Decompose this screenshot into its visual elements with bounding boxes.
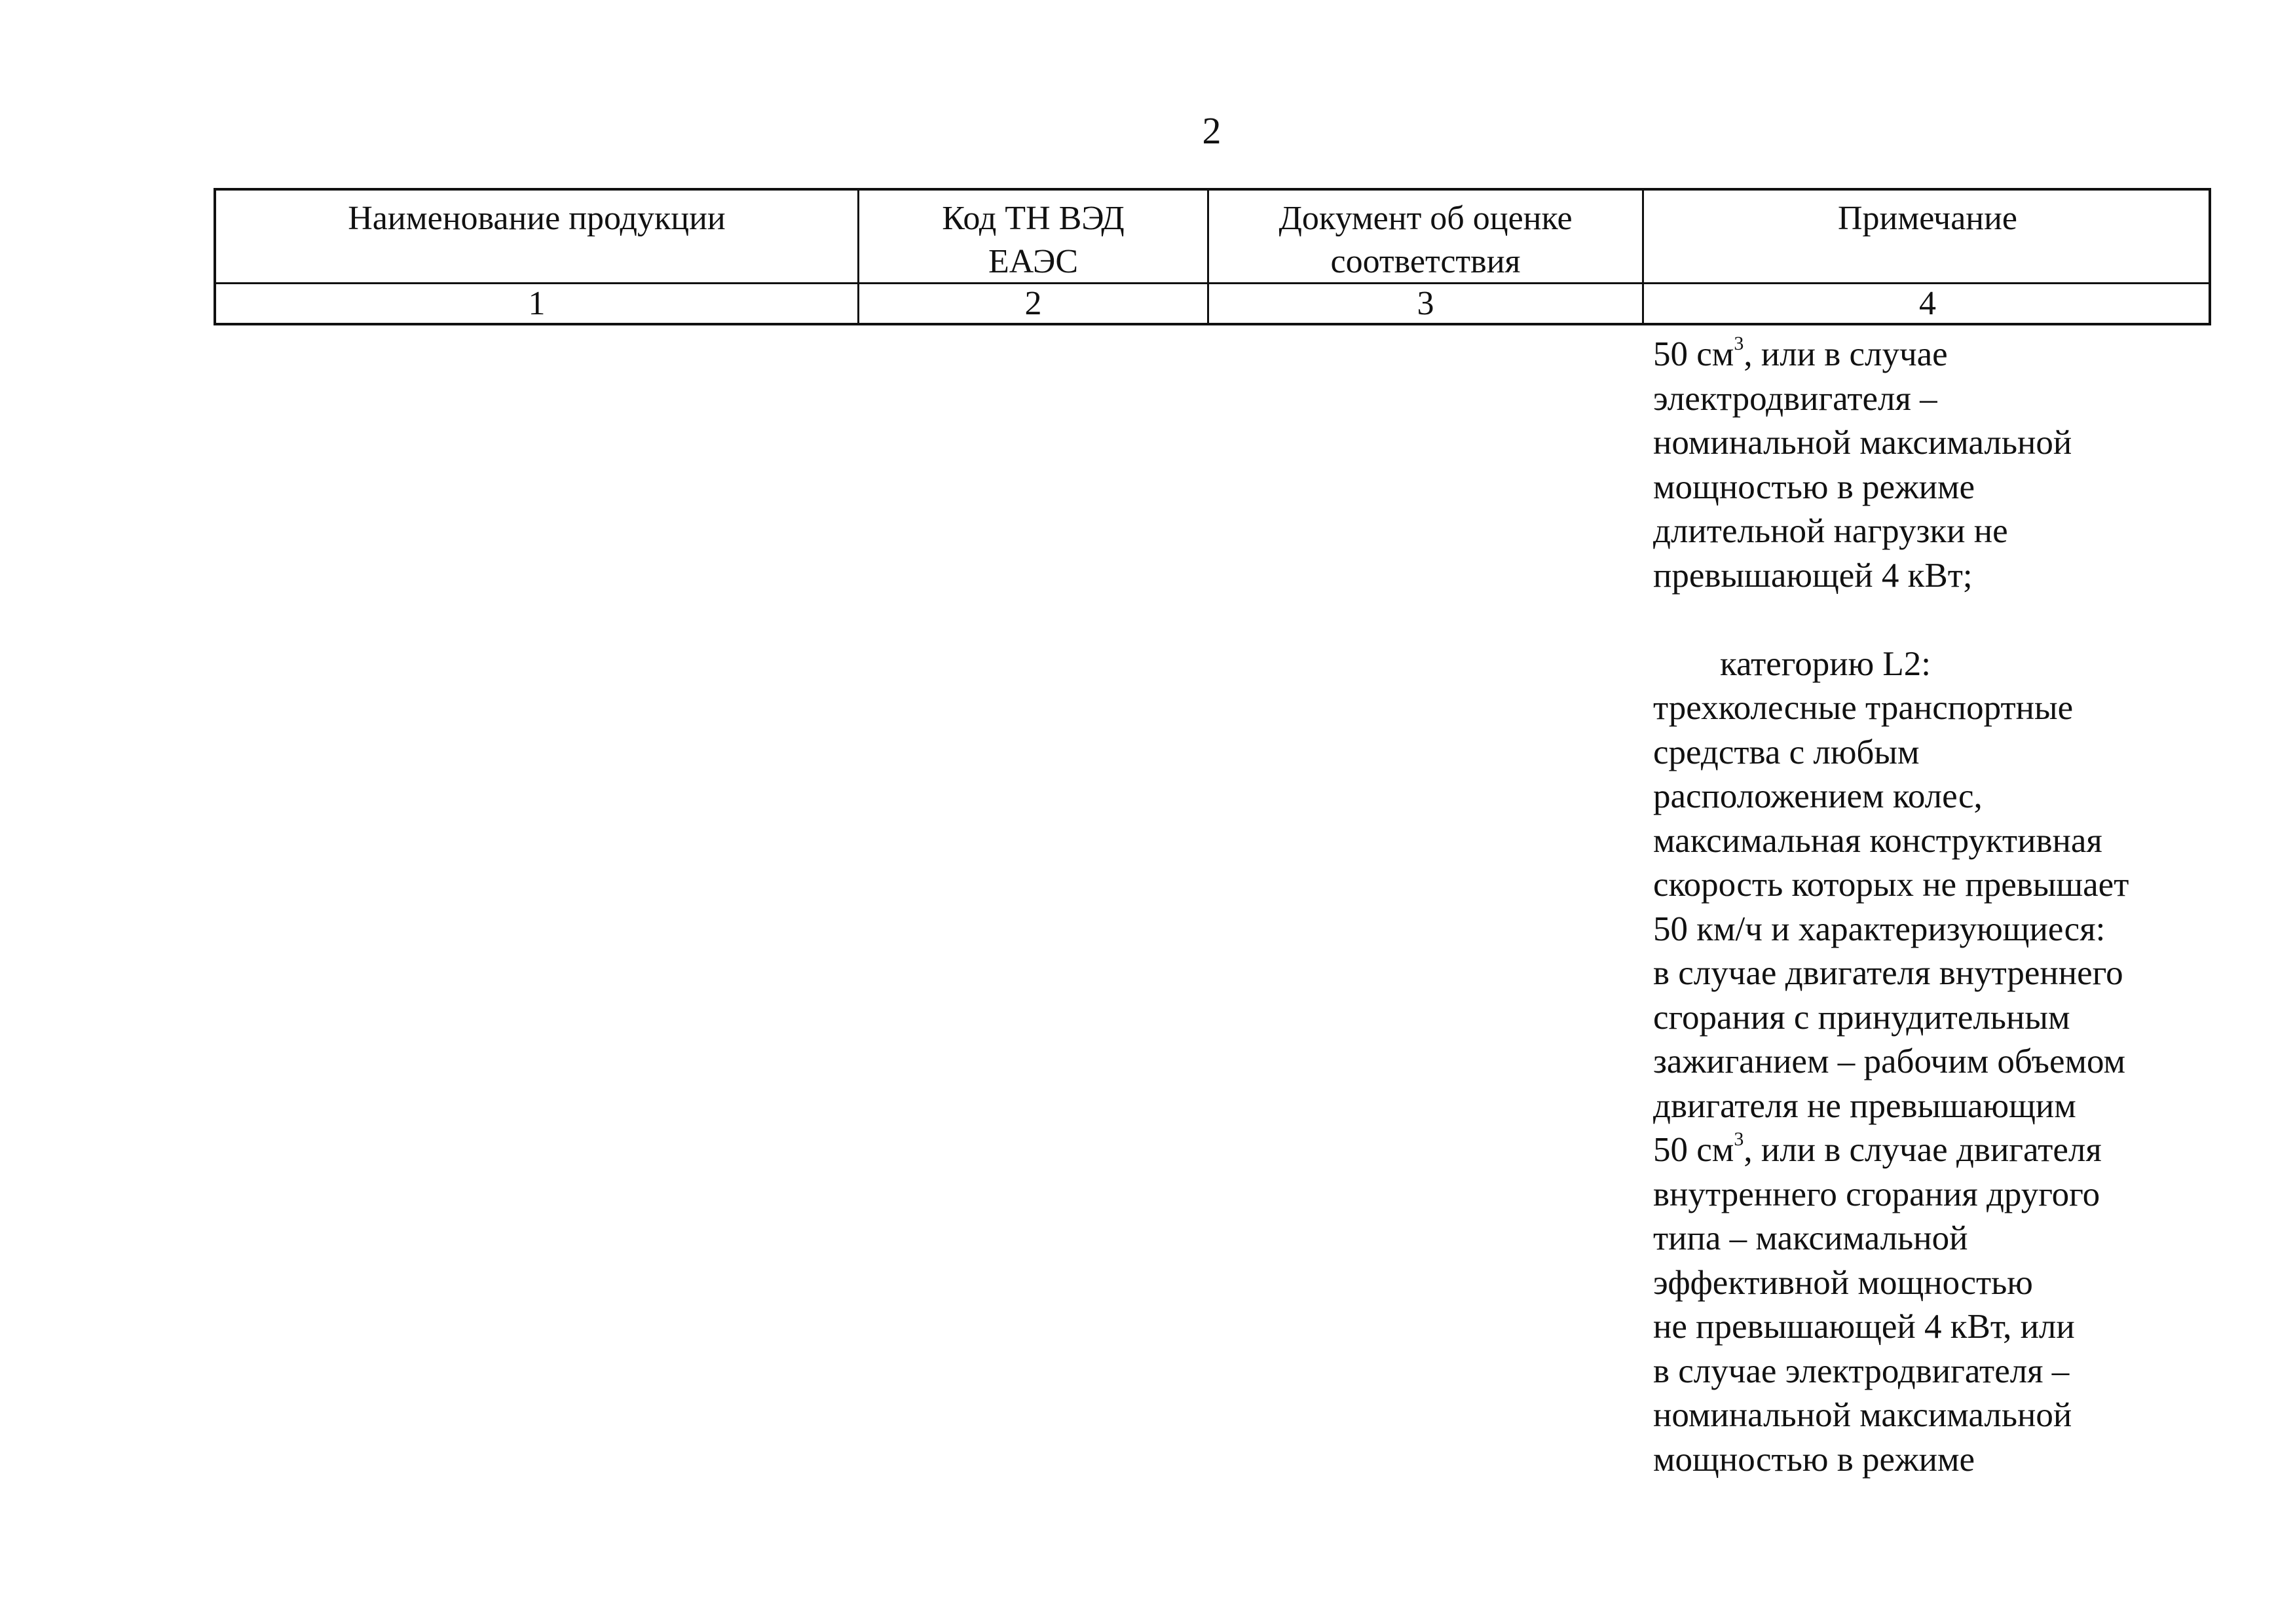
column-number-2: 2	[859, 282, 1209, 325]
note-line: расположением колес,	[1653, 777, 1983, 815]
header-tn-ved-code	[859, 191, 1209, 282]
note-line: двигателя не превышающим	[1653, 1086, 2076, 1125]
page-number: 2	[1202, 109, 1222, 152]
note-line: максимальная конструктивная	[1653, 821, 2102, 860]
note-line: в случае двигателя внутреннего	[1653, 954, 2123, 992]
column-number-1: 1	[216, 282, 859, 325]
note-line: средства с любым	[1653, 733, 1920, 771]
header-conformity-document-line1: Документ об оценке	[1278, 200, 1573, 237]
table-header	[214, 188, 2211, 325]
note-line: 50 $см^3$, или в случае двигателя	[1653, 1128, 2102, 1169]
note-category-heading: категорию L2:	[1720, 644, 1931, 683]
note-line: 50 км/ч и характеризующиеся:	[1653, 910, 2106, 948]
note-line: зажиганием – рабочим объемом	[1653, 1043, 2126, 1080]
note-line: длительной нагрузки не	[1653, 512, 2008, 550]
note-line: номинальной максимальной	[1653, 424, 2072, 462]
header-note: Примечание	[1837, 200, 2018, 237]
header-conformity-document	[1209, 191, 1644, 282]
note-line: в случае электродвигателя –	[1653, 1352, 2070, 1390]
note-line: трехколесные транспортные	[1653, 689, 2074, 727]
note-line: эффективной мощностью	[1653, 1263, 2033, 1302]
column-number-3: 3	[1209, 282, 1644, 325]
header-product-name: Наименование продукции	[216, 191, 859, 282]
note-line: внутреннего сгорания другого	[1653, 1175, 2100, 1213]
note-line: мощностью в режиме	[1653, 1440, 1975, 1479]
note-line: сгорания с принудительным	[1653, 998, 2070, 1037]
note-line: мощностью в режиме	[1653, 468, 1975, 506]
note-line: 50 $см^3$, или в случае	[1653, 333, 1948, 373]
note-column-text	[1653, 333, 2216, 1482]
note-blank-line	[1653, 598, 2216, 642]
note-line: скорость которых не превышает	[1653, 866, 2129, 904]
note-line: не превышающей 4 кВт, или	[1653, 1308, 2075, 1346]
header-tn-ved-code-line1: Код ТН ВЭД	[942, 200, 1125, 237]
note-line: электродвигателя –	[1653, 379, 1937, 418]
note-line: номинальной максимальной	[1653, 1396, 2072, 1434]
header-tn-ved-code-line2: ЕАЭС	[988, 243, 1079, 280]
header-conformity-document-line2: соответствия	[1330, 243, 1521, 280]
column-number-4: 4	[1644, 282, 2211, 325]
note-line: превышающей 4 кВт;	[1653, 556, 1973, 595]
note-line: типа – максимальной	[1653, 1219, 1968, 1257]
